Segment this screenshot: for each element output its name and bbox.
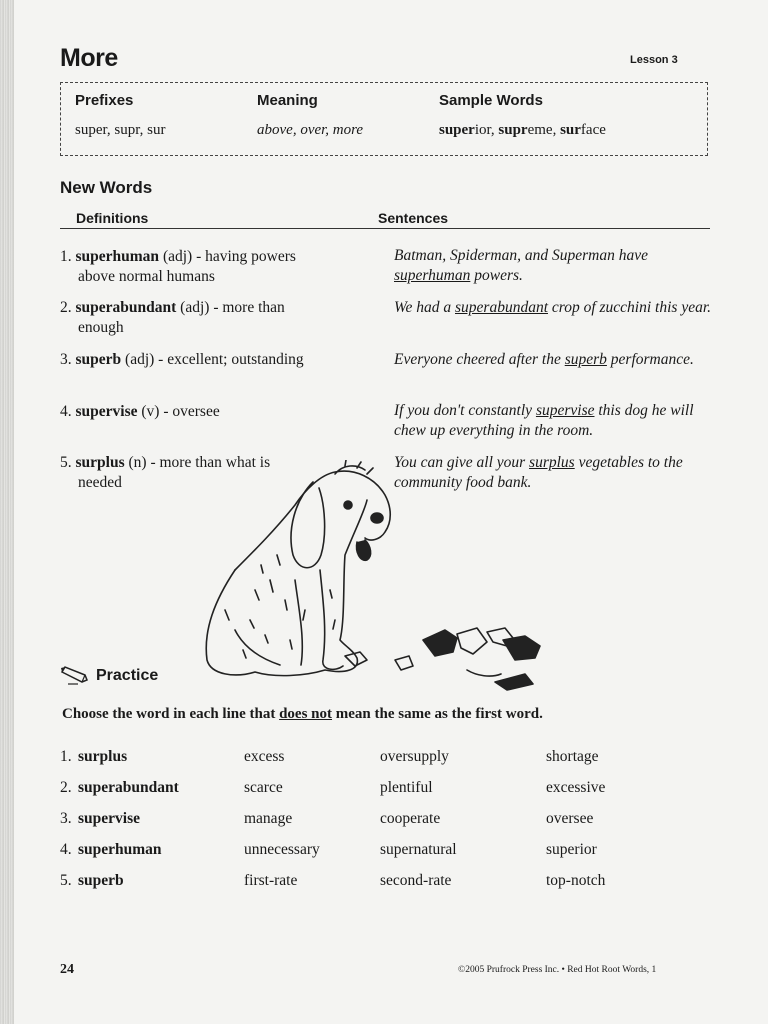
def-pos: (adj)	[180, 299, 210, 316]
sentence-keyword: superhuman	[394, 267, 471, 284]
sentence-keyword: superb	[564, 351, 607, 368]
dog-illustration	[195, 460, 565, 700]
practice-row	[60, 779, 720, 803]
sentence-text: vegetables to the community food bank.	[394, 454, 683, 491]
sentence-text: If you don't constantly	[394, 402, 536, 419]
sentence-item	[394, 246, 714, 286]
row-num: 3.	[60, 810, 72, 827]
sample-root: sur	[560, 122, 581, 138]
prefixes-header: Prefixes	[75, 92, 134, 109]
practice-row	[60, 748, 720, 772]
sentence-text: powers.	[470, 267, 523, 284]
practice-heading: Practice	[96, 667, 159, 684]
sentence-text: Everyone cheered after the	[394, 351, 565, 368]
choice-a: excess	[244, 748, 285, 765]
choice-c: excessive	[546, 779, 606, 796]
def-text: - more than	[213, 299, 285, 316]
sentence-keyword: superabundant	[455, 299, 548, 316]
sentence-item	[394, 401, 714, 441]
def-text-cont: needed	[78, 474, 122, 491]
prefix-table	[60, 82, 708, 156]
def-word: supervise	[75, 403, 138, 420]
practice-row	[60, 810, 720, 834]
def-text: - oversee	[163, 403, 220, 420]
sample-rest: eme,	[527, 122, 561, 138]
practice-row	[60, 872, 720, 896]
instruction-text: mean the same as the first word.	[332, 706, 543, 722]
row-num: 1.	[60, 748, 72, 765]
choice-c: oversee	[546, 810, 594, 827]
def-num: 5.	[60, 454, 72, 471]
definition-item	[60, 402, 360, 422]
meaning-value: above, over, more	[257, 122, 364, 138]
lesson-label: Lesson 3	[630, 54, 678, 66]
def-num: 4.	[60, 403, 72, 420]
def-text: - excellent; outstanding	[158, 351, 304, 368]
row-word: superabundant	[78, 779, 179, 796]
practice-section-title	[60, 666, 158, 686]
sentence-keyword: surplus	[529, 454, 575, 471]
section-rule	[60, 228, 710, 229]
sample-words-value	[439, 122, 606, 139]
sample-words-header: Sample Words	[439, 92, 543, 109]
pencil-icon	[60, 666, 90, 686]
row-word: superhuman	[78, 841, 162, 858]
row-word: superb	[78, 872, 124, 889]
sentences-heading: Sentences	[378, 210, 449, 226]
meaning-header: Meaning	[257, 92, 318, 109]
sample-root: super	[439, 122, 475, 138]
def-num: 3.	[60, 351, 72, 368]
def-word: superabundant	[75, 299, 177, 316]
choice-a: unnecessary	[244, 841, 320, 858]
instruction-text: Choose the word in each line that	[62, 706, 280, 722]
choice-a: manage	[244, 810, 293, 827]
practice-row	[60, 841, 720, 865]
row-num: 5.	[60, 872, 72, 889]
sentence-keyword: supervise	[535, 402, 595, 419]
page-spine-shadow	[0, 0, 14, 1024]
sample-rest: face	[580, 122, 606, 138]
row-word: supervise	[78, 810, 140, 827]
def-word: surplus	[75, 454, 125, 471]
choice-b: plentiful	[380, 779, 433, 796]
new-words-heading: New Words	[60, 178, 153, 197]
definition-item	[60, 350, 360, 370]
sample-root: supr	[498, 122, 528, 138]
page-title: More	[60, 44, 118, 72]
def-pos: (n)	[128, 454, 147, 471]
copyright-text: ©2005 Prufrock Press Inc. • Red Hot Root Words, 1	[458, 965, 657, 975]
row-num: 2.	[60, 779, 72, 796]
def-word: superhuman	[75, 248, 160, 265]
row-word: surplus	[78, 748, 128, 765]
choice-b: second-rate	[380, 872, 452, 889]
choice-b: supernatural	[380, 841, 457, 858]
def-text-cont: enough	[78, 319, 124, 336]
def-num: 1.	[60, 248, 72, 265]
choice-b: cooperate	[380, 810, 441, 827]
practice-instruction	[62, 706, 543, 723]
sentence-text: We had a	[394, 299, 455, 316]
prefixes-value: super, supr, sur	[75, 122, 166, 138]
definitions-heading: Definitions	[76, 210, 149, 226]
row-num: 4.	[60, 841, 72, 858]
def-pos: (adj)	[125, 351, 155, 368]
definition-item	[60, 247, 360, 287]
choice-c: superior	[546, 841, 597, 858]
sentence-text: crop of zucchini this year.	[548, 299, 712, 316]
def-text-cont: above normal humans	[78, 268, 215, 285]
sentence-text: this dog he will chew up everything in the room.	[394, 402, 694, 439]
choice-b: oversupply	[380, 748, 449, 765]
choice-c: top-notch	[546, 872, 606, 889]
def-text: - having powers	[196, 248, 296, 265]
choice-a: first-rate	[244, 872, 298, 889]
choice-c: shortage	[546, 748, 599, 765]
sentence-text: You can give all your	[394, 454, 530, 471]
sentence-text: Batman, Spiderman, and Superman have	[394, 247, 648, 264]
page-number: 24	[60, 962, 74, 977]
sample-rest: ior,	[474, 122, 499, 138]
choice-a: scarce	[244, 779, 283, 796]
sentence-item	[394, 350, 714, 370]
sentence-item	[394, 298, 714, 318]
instruction-emphasis: does not	[279, 706, 333, 722]
sentence-text: performance.	[606, 351, 694, 368]
def-text: - more than what is	[150, 454, 271, 471]
def-pos: (v)	[141, 403, 160, 420]
def-num: 2.	[60, 299, 72, 316]
def-pos: (adj)	[162, 248, 193, 265]
def-word: superb	[75, 351, 122, 368]
definition-item	[60, 298, 360, 338]
